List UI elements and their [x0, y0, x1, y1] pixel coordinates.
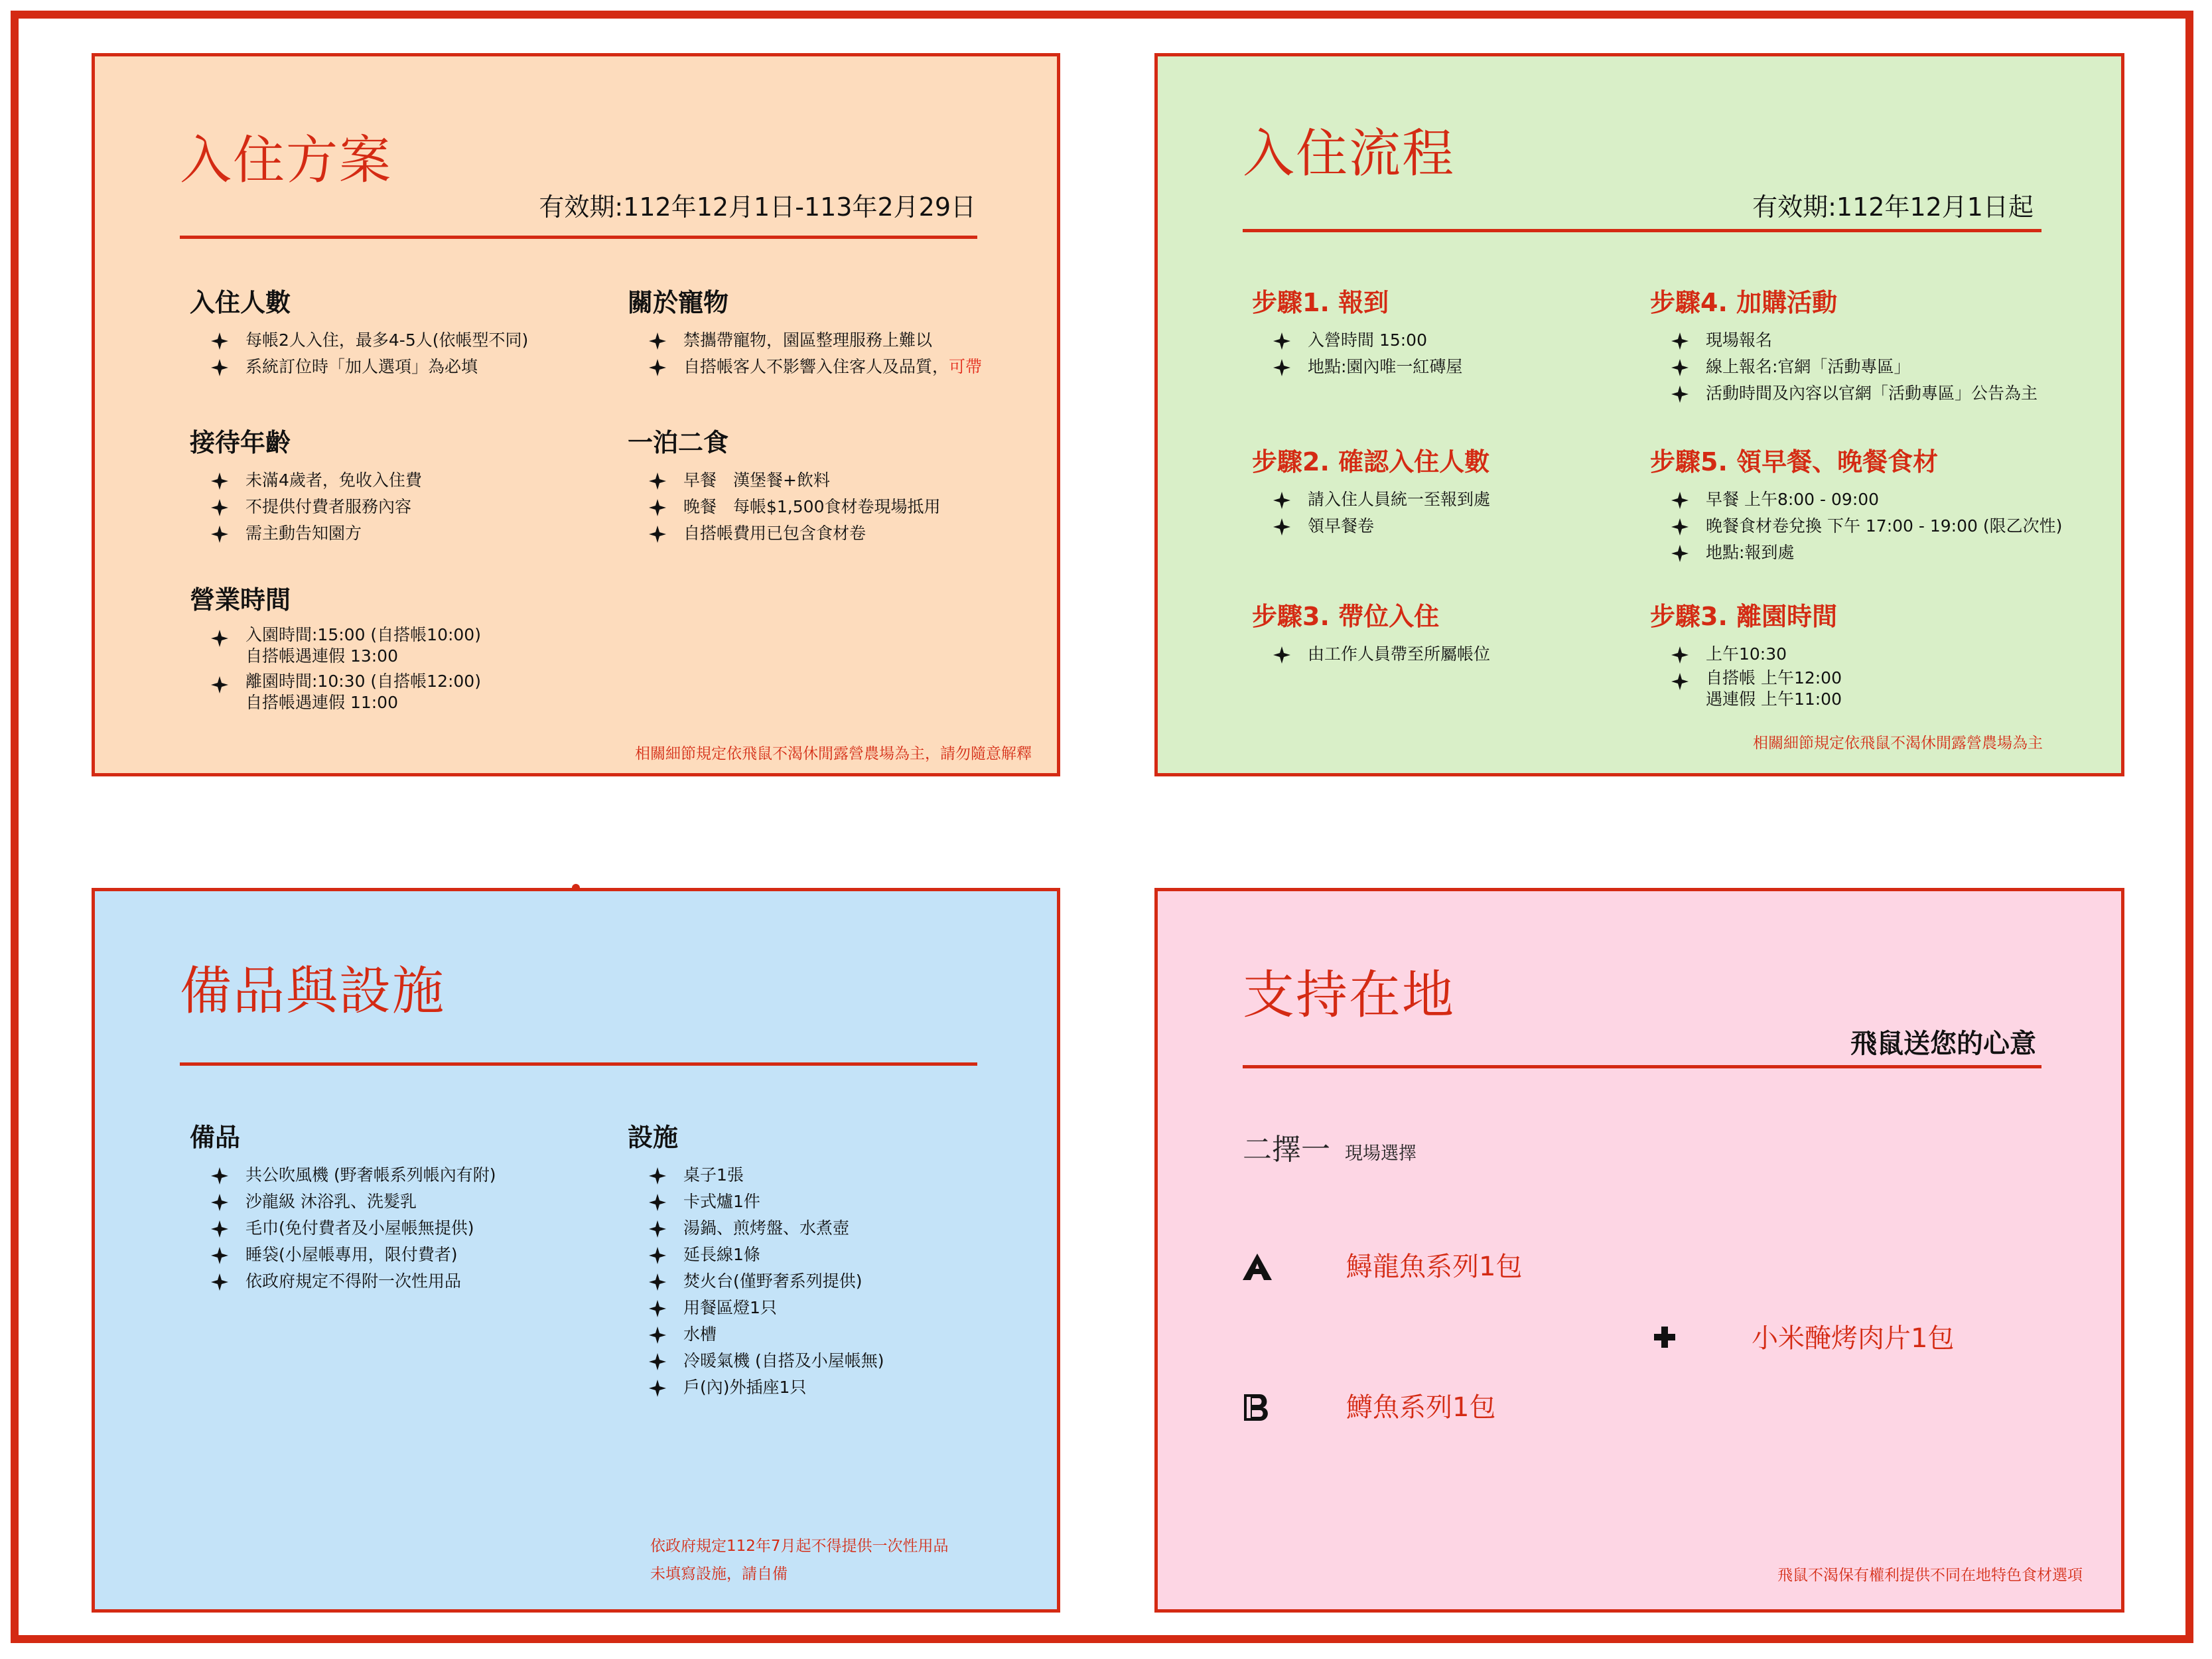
- star-bullet-icon: [1273, 332, 1290, 350]
- star-bullet-icon: [211, 630, 228, 647]
- title-divider: [180, 236, 977, 239]
- list-item: 禁攜帶寵物，園區整理服務上難以: [649, 327, 982, 354]
- list-item: 共公吹風機 (野奢帳系列帳內有附): [211, 1162, 496, 1189]
- list-item: 由工作人員帶至所屬帳位: [1273, 641, 1490, 668]
- star-bullet-icon: [211, 1167, 228, 1185]
- star-bullet-icon: [211, 1194, 228, 1211]
- step-heading: 步驟1. 報到: [1252, 288, 1389, 317]
- star-bullet-icon: [211, 1273, 228, 1291]
- star-bullet-icon: [211, 359, 228, 376]
- list-item: 自搭帳費用已包含食材卷: [649, 520, 940, 547]
- footnote: 相關細節規定依飛鼠不渴休閒露營農場為主: [1753, 735, 2043, 752]
- star-bullet-icon: [649, 499, 666, 516]
- star-bullet-icon: [211, 472, 228, 490]
- footnote: 相關細節規定依飛鼠不渴休閒露營農場為主，請勿隨意解釋: [635, 745, 1032, 762]
- star-bullet-icon: [1671, 673, 1689, 690]
- section-supplies: [190, 1125, 496, 1295]
- star-bullet-icon: [211, 1247, 228, 1264]
- star-bullet-icon: [649, 359, 666, 376]
- list-item: 湯鍋、煎烤盤、水煮壺: [649, 1215, 884, 1242]
- star-bullet-icon: [1273, 492, 1290, 509]
- list-item: 請入住人員統一至報到處: [1273, 486, 1490, 513]
- panel-title: 入住流程: [1243, 124, 1456, 184]
- star-bullet-icon: [1671, 359, 1689, 376]
- star-bullet-icon: [1273, 359, 1290, 376]
- list-item: 線上報名:官網「活動專區」: [1671, 354, 2038, 380]
- section-heading: 入住人數: [190, 288, 291, 317]
- list-item: 依政府規定不得附一次性用品: [211, 1268, 496, 1295]
- list-item: 活動時間及內容以官網「活動專區」公告為主: [1671, 380, 2038, 407]
- star-bullet-icon: [649, 526, 666, 543]
- step-3-seating: [1252, 604, 1490, 668]
- section-facilities: [628, 1125, 884, 1401]
- section-occupancy: [190, 290, 528, 380]
- list-item: 每帳2人入住，最多4-5人(依帳型不同): [211, 327, 528, 354]
- star-bullet-icon: [1671, 545, 1689, 562]
- star-bullet-icon: [1273, 646, 1290, 664]
- section-heading: 備品: [190, 1123, 241, 1152]
- list-item: 卡式爐1件: [649, 1189, 884, 1215]
- list-item: 晚餐 每帳$1,500食材卷現場抵用: [649, 494, 940, 520]
- step-heading: 步驟4. 加購活動: [1650, 288, 1838, 317]
- step-2-confirm-guests: [1252, 449, 1490, 540]
- pet-allowed-highlight: 可帶: [949, 357, 983, 376]
- star-bullet-icon: [649, 1167, 666, 1185]
- star-bullet-icon: [1671, 518, 1689, 536]
- list-item: 自搭帳客人不影響入住客人及品質，可帶: [649, 354, 982, 380]
- list-item: 早餐 漢堡餐+飲料: [649, 467, 940, 494]
- star-bullet-icon: [649, 1353, 666, 1370]
- step-heading: 步驟3. 帶位入住: [1252, 602, 1440, 631]
- option-a-label: 鱘龍魚系列1包: [1346, 1252, 1523, 1282]
- title-divider: [1243, 229, 2041, 232]
- star-bullet-icon: [649, 332, 666, 350]
- list-item: 不提供付費者服務內容: [211, 494, 422, 520]
- list-item: 桌子1張: [649, 1162, 884, 1189]
- option-b-label: 鱒魚系列1包: [1346, 1392, 1496, 1423]
- panel-checkin-plans: [92, 53, 1060, 776]
- star-bullet-icon: [649, 1273, 666, 1291]
- panel-amenities-facilities: [92, 888, 1060, 1613]
- section-age-policy: [190, 430, 422, 547]
- star-bullet-icon: [1671, 492, 1689, 509]
- section-pets: [628, 290, 982, 380]
- title-divider: [180, 1062, 977, 1066]
- section-meals: [628, 430, 940, 547]
- list-item: 毛巾(免付費者及小屋帳無提供): [211, 1215, 496, 1242]
- star-bullet-icon: [649, 1220, 666, 1238]
- list-item: 上午10:30: [1671, 641, 1842, 668]
- step-heading: 步驟2. 確認入住人數: [1252, 447, 1490, 476]
- star-bullet-icon: [1671, 386, 1689, 403]
- section-heading: 營業時間: [190, 585, 291, 614]
- option-a-icon: [1241, 1251, 1273, 1283]
- list-item: 焚火台(僅野奢系列提供): [649, 1268, 884, 1295]
- section-heading: 設施: [628, 1123, 679, 1152]
- section-heading: 接待年齡: [190, 428, 291, 457]
- step-5-meal-pickup: [1650, 449, 2062, 566]
- validity-period: 有效期:112年12月1日起: [1752, 192, 2034, 222]
- panel-title: 備品與設施: [180, 962, 446, 1021]
- star-bullet-icon: [211, 526, 228, 543]
- section-heading: 關於寵物: [628, 288, 729, 317]
- choose-one-note: 現場選擇: [1345, 1143, 1417, 1164]
- validity-period: 有效期:112年12月1日-113年2月29日: [539, 192, 976, 222]
- list-item: 早餐 上午8:00 - 09:00: [1671, 486, 2062, 513]
- star-bullet-icon: [1671, 646, 1689, 664]
- title-divider: [1243, 1065, 2041, 1068]
- panel-support-local: [1154, 888, 2124, 1613]
- panel-title: 支持在地: [1243, 966, 1456, 1025]
- footnote-line: 依政府規定112年7月起不得提供一次性用品: [650, 1538, 949, 1555]
- star-bullet-icon: [649, 1380, 666, 1397]
- step-1-checkin: [1252, 290, 1462, 380]
- list-item: 用餐區燈1只: [649, 1295, 884, 1321]
- star-bullet-icon: [649, 472, 666, 490]
- star-bullet-icon: [649, 1194, 666, 1211]
- star-bullet-icon: [649, 1247, 666, 1264]
- panel-subtitle: 飛鼠送您的心意: [1850, 1029, 2036, 1059]
- list-item: 晚餐食材卷兌換 下午 17:00 - 19:00 (限乙次性): [1671, 513, 2062, 540]
- star-bullet-icon: [211, 1220, 228, 1238]
- list-item: 睡袋(小屋帳專用，限付費者): [211, 1242, 496, 1268]
- star-bullet-icon: [1273, 518, 1290, 536]
- step-4-activities: [1650, 290, 2038, 407]
- list-item: 冷暖氣機 (自搭及小屋帳無): [649, 1348, 884, 1374]
- star-bullet-icon: [211, 676, 228, 693]
- list-item: 自搭帳 上午12:00 遇連假 上午11:00: [1671, 668, 1842, 710]
- list-item: 需主動告知園方: [211, 520, 422, 547]
- list-item: 沙龍級 沐浴乳、洗髮乳: [211, 1189, 496, 1215]
- step-heading: 步驟5. 領早餐、晚餐食材: [1650, 447, 1939, 476]
- list-item: 入園時間:15:00 (自搭帳10:00) 自搭帳遇連假 13:00: [211, 624, 481, 667]
- option-plus-label: 小米醃烤肉片1包: [1752, 1323, 1955, 1354]
- list-item: 延長線1條: [649, 1242, 884, 1268]
- list-item: 領早餐卷: [1273, 513, 1490, 540]
- footnote: 飛鼠不渴保有權利提供不同在地特色食材選項: [1777, 1567, 2083, 1584]
- list-item: 現場報名: [1671, 327, 2038, 354]
- list-item: 水槽: [649, 1321, 884, 1348]
- star-bullet-icon: [211, 332, 228, 350]
- list-item: 未滿4歲者，免收入住費: [211, 467, 422, 494]
- plus-icon: [1651, 1324, 1678, 1350]
- section-business-hours: [190, 587, 481, 713]
- section-heading: 一泊二食: [628, 428, 729, 457]
- star-bullet-icon: [211, 499, 228, 516]
- choose-one-label: 二擇一 現場選擇: [1243, 1133, 1417, 1167]
- list-item: 地點:報到處: [1671, 540, 2062, 566]
- footnote-line: 未填寫設施，請自備: [650, 1565, 788, 1583]
- star-bullet-icon: [649, 1300, 666, 1317]
- list-item: 地點:園內唯一紅磚屋: [1273, 354, 1462, 380]
- star-bullet-icon: [649, 1327, 666, 1344]
- option-b-icon: [1241, 1392, 1273, 1423]
- panel-checkin-process: [1154, 53, 2124, 776]
- step-departure-time: [1650, 604, 1842, 710]
- list-item: 系統訂位時「加人選項」為必填: [211, 354, 528, 380]
- list-item: 離園時間:10:30 (自搭帳12:00) 自搭帳遇連假 11:00: [211, 671, 481, 713]
- star-bullet-icon: [1671, 332, 1689, 350]
- step-heading: 步驟3. 離園時間: [1650, 602, 1838, 631]
- list-item: 戶(內)外插座1只: [649, 1374, 884, 1401]
- footnote: [650, 1532, 949, 1588]
- panel-title: 入住方案: [180, 131, 393, 190]
- list-item: 入營時間 15:00: [1273, 327, 1462, 354]
